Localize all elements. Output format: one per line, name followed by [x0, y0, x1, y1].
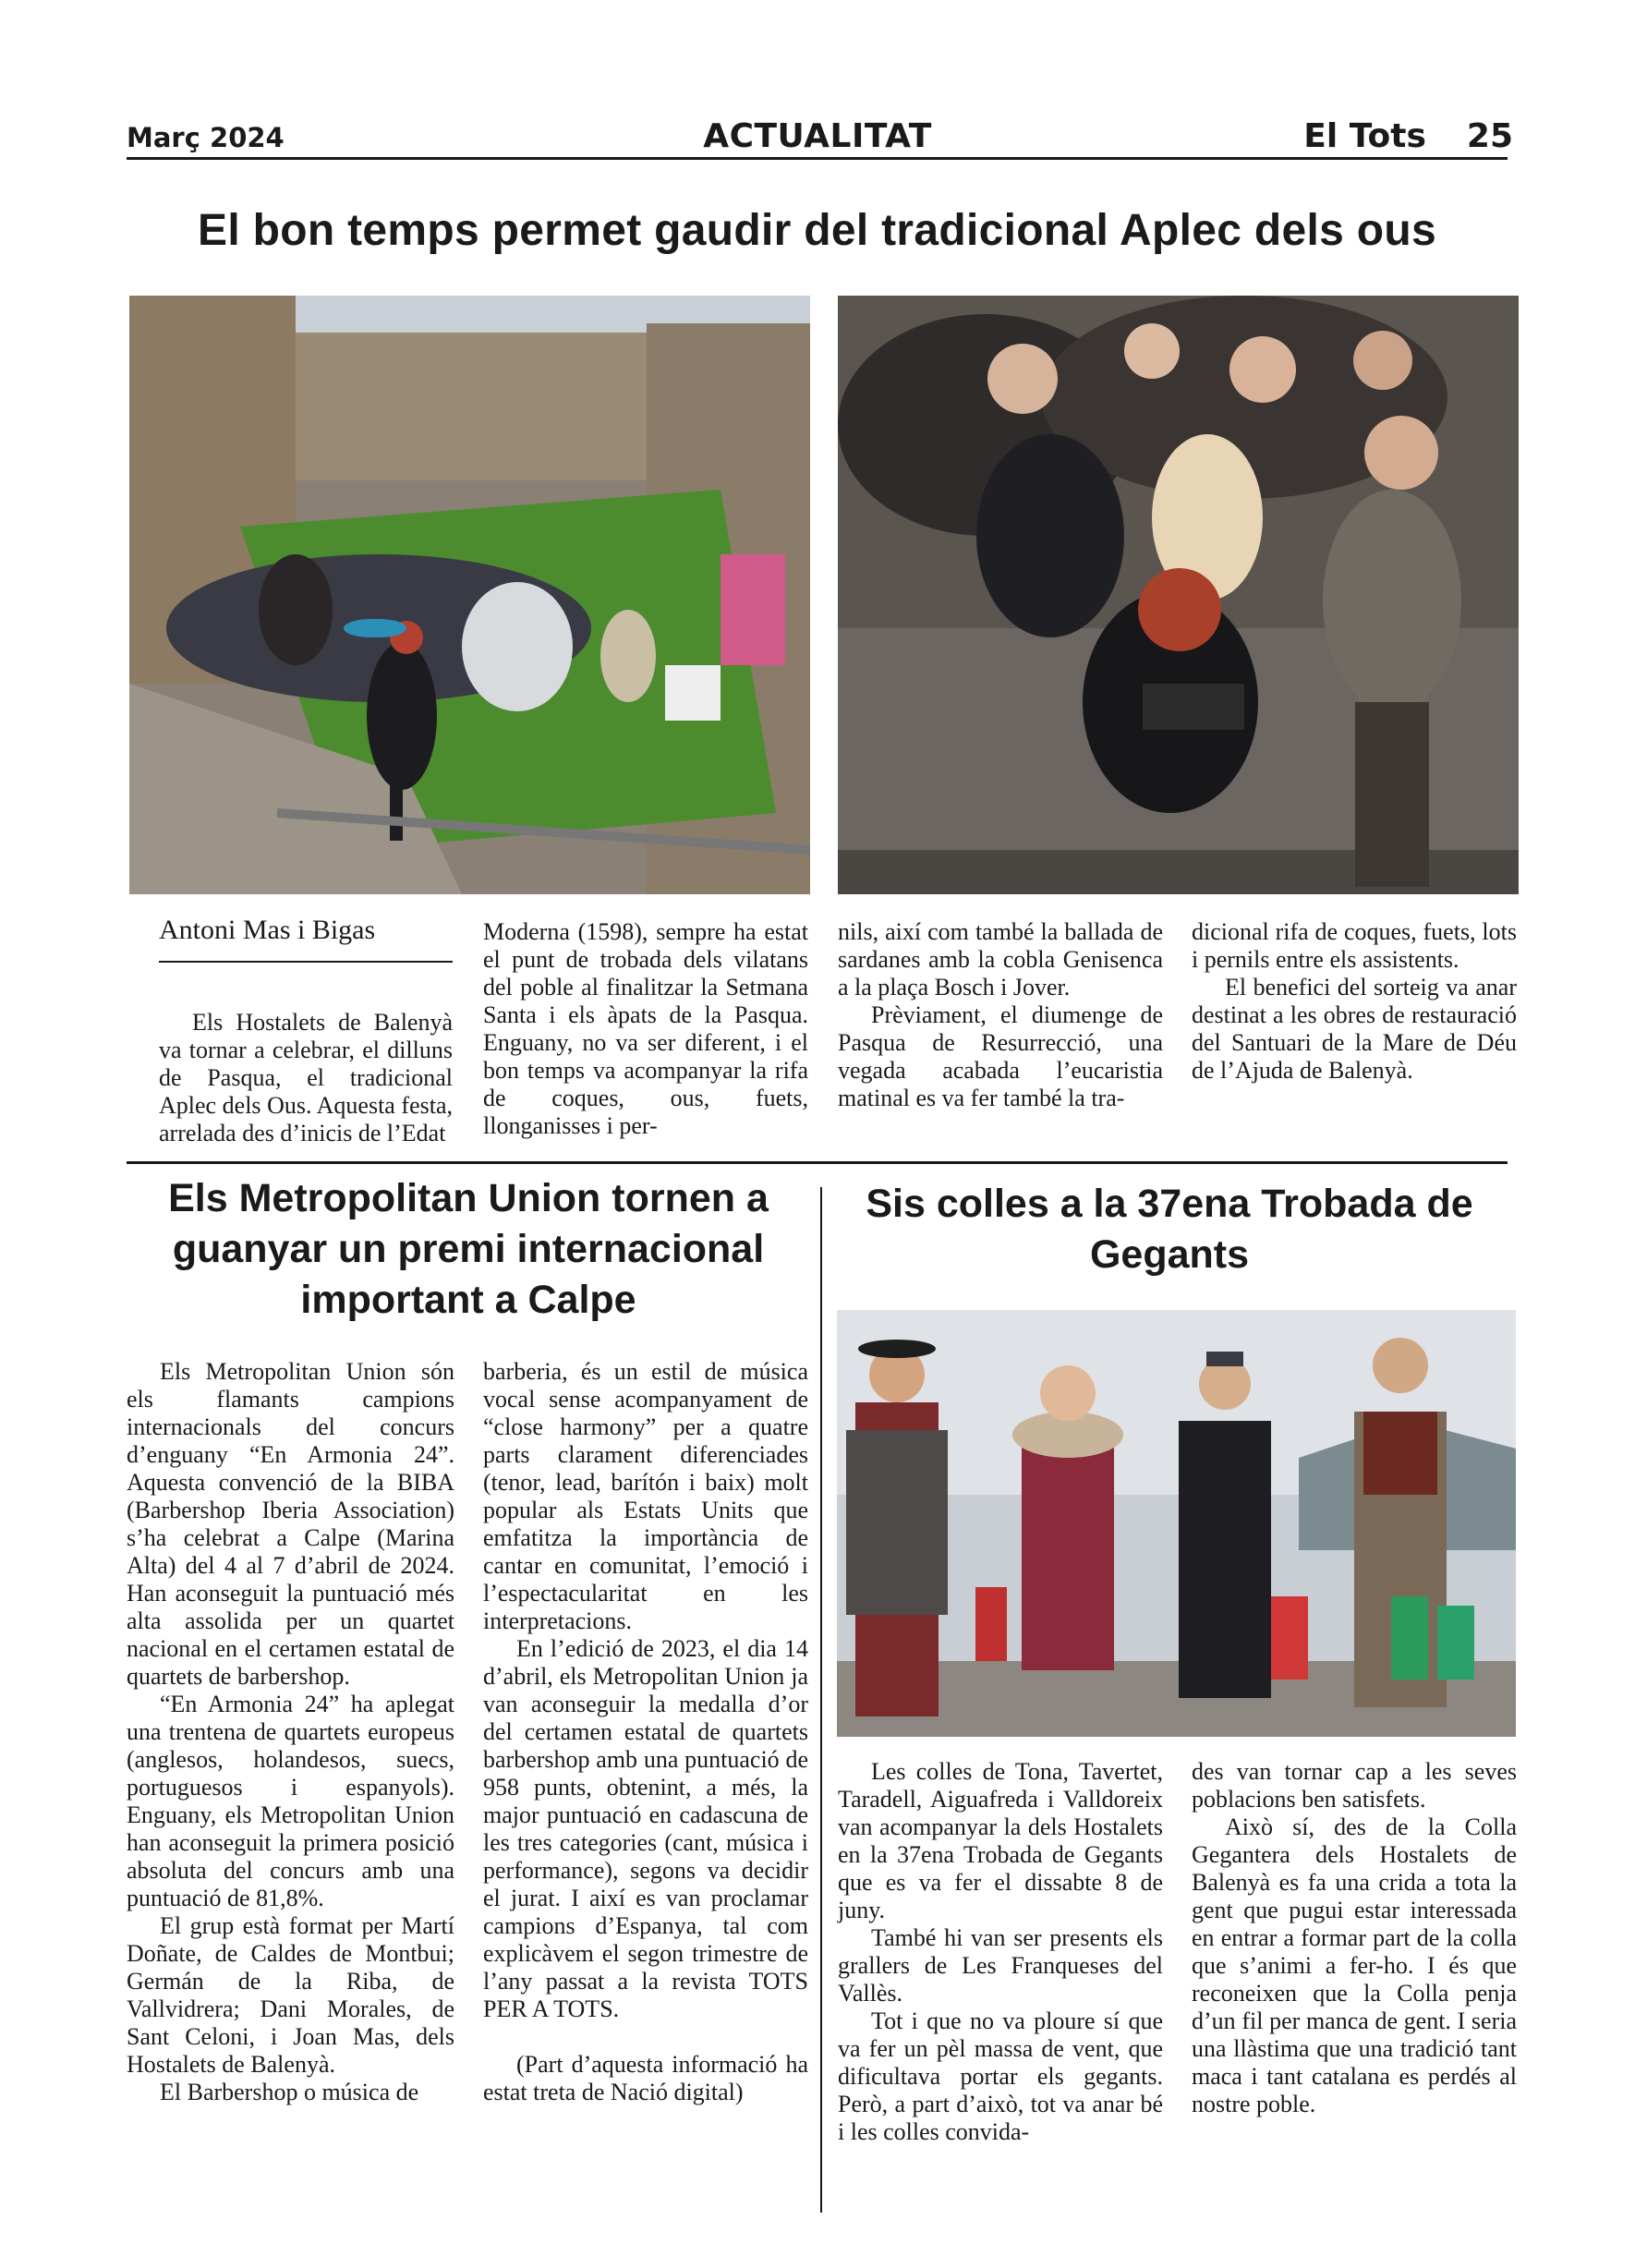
article2-paragraph: (Part d’aquesta informació ha estat treta de Nació digital) — [483, 2051, 808, 2105]
article2-paragraph: “En Armonia 24” ha aplegat una trentena de quartets europeus (anglesos, holandesos, suecs, portuguesos i espanyols). Enguany, els Metropolitan Union han aconseguit la primera posició absoluta del concurs amb una puntuació de 81,8%. — [127, 1691, 454, 1911]
article3-paragraph: Això sí, des de la Colla Gegantera dels Hostalets de Balenyà es fa una crida a tota la gent que pugui estar interessada en entrar a formar part de la colla que s’animi a fer-ho. I és que reconeixen que la Colla penja d’un fil per manca de gent. I seria una llàstima que una tradició tant maca i tant catalana es perdés al nostre poble. — [1192, 1813, 1517, 2117]
article3-paragraph: des van tornar cap a les seves poblacions ben satisfets. — [1192, 1758, 1517, 1813]
article1-column-1 — [159, 1009, 453, 1147]
page-number: 25 — [1466, 117, 1513, 155]
article2-title: Els Metropolitan Union tornen a guanyar un premi internacional important a Calpe — [168, 1176, 769, 1322]
article2-paragraph: En l’edició de 2023, el dia 14 d’abril, els Metropolitan Union ja van aconseguir la medalla d’or del certamen estatal de quartets barbershop amb una puntuació de 958 punts, obtenint, a més, la major puntuació en cadascuna de les tres categories (cant, música i performance), segons va decidir el jurat. I així es van proclamar campions d’Espanya, tal com explicàvem el segon trimestre de l’any passat a la revista TOTS PER A TOTS. — [483, 1635, 808, 2022]
article1-paragraph: Prèviament, el diumenge de Pasqua de Resurrecció, una vegada acabada l’eucaristia matinal es va fer també la tra- — [838, 1001, 1163, 1111]
aplec-raffle-photo — [838, 296, 1519, 894]
article2-paragraph: El grup està format per Martí Doñate, de Caldes de Montbui; Germán de la Riba, de Vallvidrera; Dani Morales, de Sant Celoni, i Joan Mas, dels Hostalets de Balenyà. — [127, 1912, 454, 2078]
article1-paragraph: Els Hostalets de Balenyà va tornar a celebrar, el dilluns de Pasqua, el tradicional Aplec dels Ous. Aquesta festa, arrelada des d’inicis de l’Edat — [159, 1009, 453, 1146]
article1-paragraph: Moderna (1598), sempre ha estat el punt de trobada dels vilatans del poble al finalitzar la Setmana Santa i els àpats de la Pasqua. Enguany, no va ser diferent, i el bon temps va acompanyar la rifa de coques, ous, fuets, llonganisses i per- — [483, 918, 808, 1139]
article1-column-4 — [1192, 918, 1517, 1085]
article3-column-2 — [1192, 1758, 1517, 2118]
header-rule — [127, 157, 1508, 160]
article2-column-1 — [127, 1358, 454, 2106]
article2-paragraph: Els Metropolitan Union són els flamants campions internacionals del concurs d’enguany “En Armonia 24”. Aquesta convenció de la BIBA (Barbershop Iberia Association) s’ha celebrat a Calpe (Marina Alta) del 4 al 7 d’abril de 2024. Han aconseguit la puntuació més alta assolida per un quartet nacional en el certamen estatal de quartets de barbershop. — [127, 1358, 454, 1690]
article3-paragraph: També hi van ser presents els grallers de Les Franqueses del Vallès. — [838, 1924, 1163, 2007]
article1-title: El bon temps permet gaudir del tradicional Aplec dels ous — [198, 206, 1436, 255]
article2-paragraph: El Barbershop o música de — [160, 2079, 419, 2105]
vertical-divider — [820, 1187, 822, 2213]
article1-column-3 — [838, 918, 1163, 1112]
article1-paragraph: dicional rifa de coques, fuets, lots i pernils entre els assistents. — [1192, 918, 1517, 973]
section-rule — [127, 1161, 1508, 1164]
publication-header — [1303, 117, 1513, 155]
article3-paragraph: Les colles de Tona, Tavertet, Taradell, Aiguafreda i Valldoreix van acompanyar la dels Hostalets en la 37ena Trobada de Gegants que es va fer el dissabte 8 de juny. — [838, 1758, 1163, 1923]
article1-byline: Antoni Mas i Bigas — [159, 915, 376, 945]
article3-title: Sis colles a la 37ena Trobada de Gegants — [866, 1182, 1473, 1277]
issue-date: Març 2024 — [127, 122, 285, 153]
article1-paragraph: nils, així com també la ballada de sardanes amb la cobla Genisenca a la plaça Bosch i Jover. — [838, 918, 1163, 1001]
giants-photo — [837, 1310, 1516, 1737]
byline-rule — [159, 961, 453, 963]
section-label: ACTUALITAT — [703, 117, 932, 155]
publication-name: El Tots — [1303, 117, 1426, 155]
article2-paragraph: barberia, és un estil de música vocal sense acompanyament de “close harmony” per a quatre parts clarament diferenciades (tenor, lead, barítón i baix) molt popular als Estats Units que emfatitza la importància de cantar en comunitat, l’emoció i l’espectacularitat en les interpretacions. — [483, 1358, 808, 1634]
article2-column-2 — [483, 1358, 808, 2106]
article3-column-1 — [838, 1758, 1163, 2146]
article1-paragraph: El benefici del sorteig va anar destinat a les obres de restauració del Santuari de la Mare de Déu de l’Ajuda de Balenyà. — [1192, 974, 1517, 1084]
aplec-garden-photo — [129, 296, 810, 894]
article3-paragraph: Tot i que no va ploure sí que va fer un pèl massa de vent, que dificultava portar els gegants. Però, a part d’això, tot va anar bé i les colles convida- — [838, 2007, 1163, 2145]
article1-column-2 — [483, 918, 808, 1140]
